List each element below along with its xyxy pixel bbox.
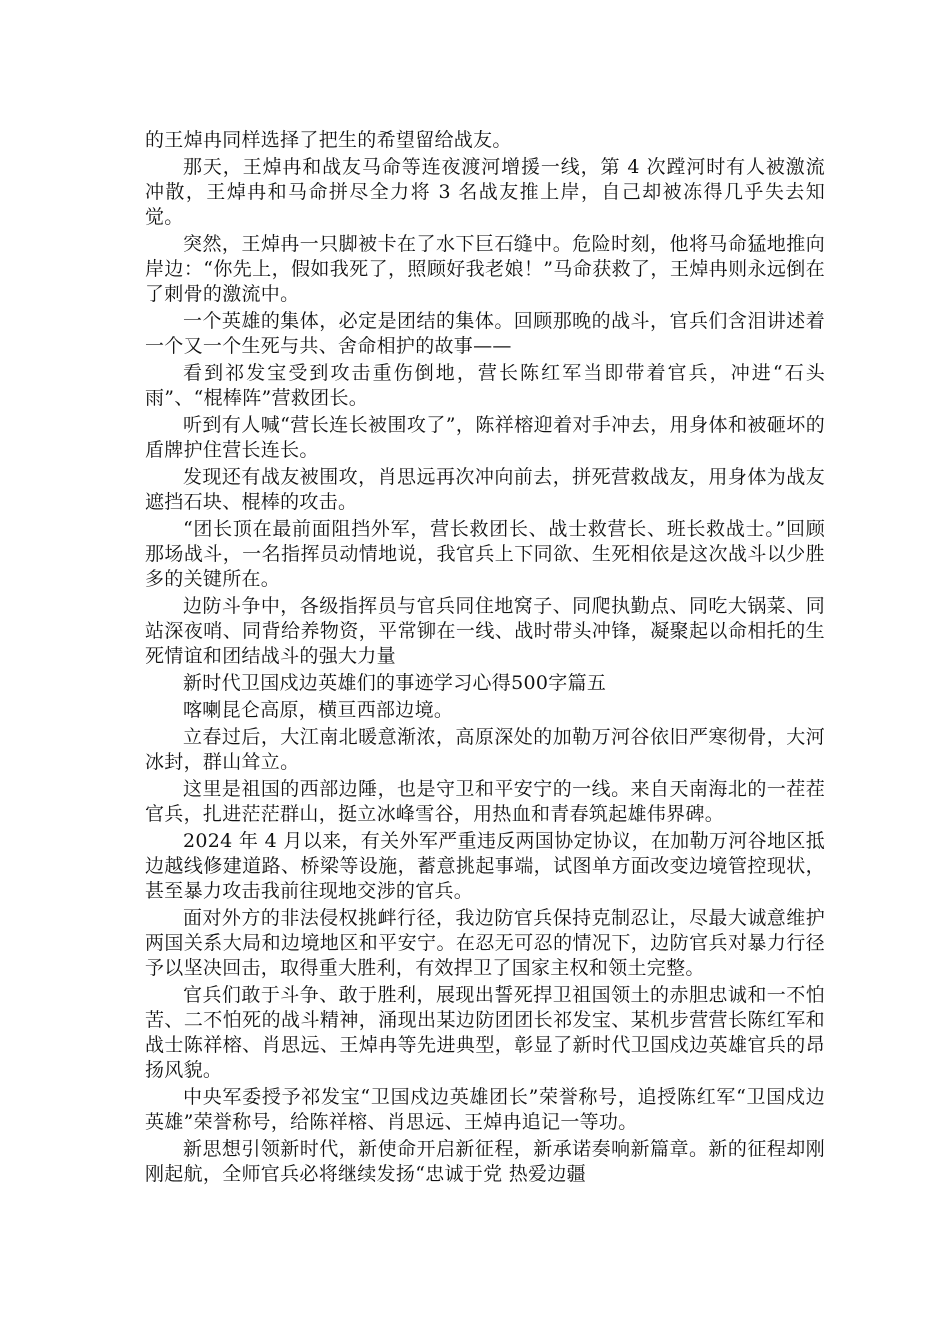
- paragraph: 喀喇昆仑高原，横亘西部边境。: [183, 699, 454, 721]
- paragraph: 那天，王焯冉和战友马命等连夜渡河增援一线，第 4 次蹚河时有人被激流冲散，王焯冉和马命拼尽全力将 3 名战友推上岸，自己却被冻得几乎失去知觉。: [145, 156, 825, 228]
- paragraph: 中央军委授予祁发宝“卫国戍边英雄团长”荣誉称号，追授陈红军“卫国戍边英雄”荣誉称号，给陈祥榕、肖思远、王焯冉追记一等功。: [145, 1086, 825, 1133]
- section-heading: 新时代卫国戍边英雄们的事迹学习心得500字篇五: [183, 672, 607, 694]
- paragraph: 的王焯冉同样选择了把生的希望留给战友。: [145, 129, 512, 151]
- paragraph: 2024 年 4 月以来，有关外军严重违反两国协定协议，在加勒万河谷地区抵边越线修建道路、桥梁等设施，蓄意挑起事端，试图单方面改变边境管控现状，甚至暴力攻击我前往现地交涉的官兵。: [145, 830, 825, 902]
- paragraph: 面对外方的非法侵权挑衅行径，我边防官兵保持克制忍让，尽最大诚意维护两国关系大局和边境地区和平安宁。在忍无可忍的情况下，边防官兵对暴力行径予以坚决回击，取得重大胜利，有效捍卫了国家主权和领土完整。: [145, 907, 825, 979]
- paragraph: 听到有人喊“营长连长被围攻了”，陈祥榕迎着对手冲去，用身体和被砸坏的盾牌护住营长连长。: [145, 414, 825, 461]
- paragraph: 新思想引领新时代，新使命开启新征程，新承诺奏响新篇章。新的征程却刚刚起航，全师官兵必将继续发扬“忠诚于党 热爱边疆: [145, 1138, 825, 1185]
- paragraph: 官兵们敢于斗争、敢于胜利，展现出誓死捍卫祖国领土的赤胆忠诚和一不怕苦、二不怕死的战斗精神，涌现出某边防团团长祁发宝、某机步营营长陈红军和战士陈祥榕、肖思远、王焯冉等先进典型，彰显了新时代卫国戍边英雄官兵的昂扬风貌。: [145, 984, 825, 1081]
- paragraph: 边防斗争中，各级指挥员与官兵同住地窝子、同爬执勤点、同吃大锅菜、同站深夜哨、同背给养物资，平常铆在一线、战时带头冲锋，凝聚起以命相托的生死情谊和团结战斗的强大力量: [145, 595, 825, 667]
- paragraph: 突然，王焯冉一只脚被卡在了水下巨石缝中。危险时刻，他将马命猛地推向岸边：“你先上，假如我死了，照顾好我老娘！”马命获救了，王焯冉则永远倒在了刺骨的激流中。: [145, 233, 825, 305]
- paragraph: 发现还有战友被围攻，肖思远再次冲向前去，拼死营救战友，用身体为战友遮挡石块、棍棒的攻击。: [145, 466, 825, 513]
- paragraph: 这里是祖国的西部边陲，也是守卫和平安宁的一线。来自天南海北的一茬茬官兵，扎进茫茫群山，挺立冰峰雪谷，用热血和青春筑起雄伟界碑。: [145, 778, 825, 825]
- paragraph: 立春过后，大江南北暖意渐浓，高原深处的加勒万河谷依旧严寒彻骨，大河冰封，群山耸立。: [145, 726, 825, 773]
- paragraph: 看到祁发宝受到攻击重伤倒地，营长陈红军当即带着官兵，冲进“石头雨”、“棍棒阵”营救团长。: [145, 362, 825, 409]
- paragraph: 一个英雄的集体，必定是团结的集体。回顾那晚的战斗，官兵们含泪讲述着一个又一个生死与共、舍命相护的故事——: [145, 310, 825, 357]
- document-body: [145, 128, 825, 1189]
- paragraph: “团长顶在最前面阻挡外军，营长救团长、战士救营长、班长救战士。”回顾那场战斗，一名指挥员动情地说，我官兵上下同欲、生死相依是这次战斗以少胜多的关键所在。: [145, 518, 825, 590]
